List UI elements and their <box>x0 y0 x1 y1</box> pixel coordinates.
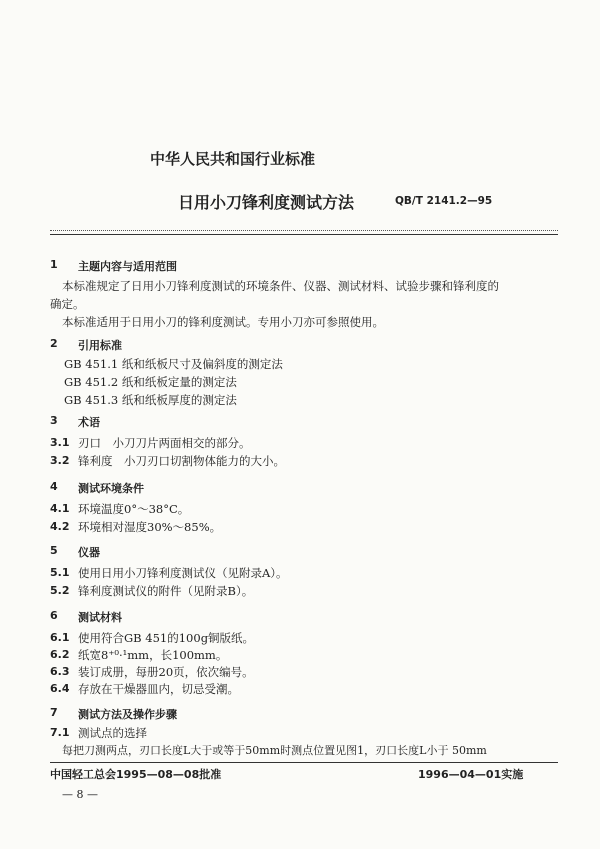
section-1-number: 1 <box>50 258 58 271</box>
clause-5-2-number: 5.2 <box>50 584 70 597</box>
clause-6-1-number: 6.1 <box>50 631 70 644</box>
clause-3-2-number: 3.2 <box>50 454 70 467</box>
clause-7-1-number: 7.1 <box>50 726 70 739</box>
section-3-number: 3 <box>50 414 58 427</box>
clause-6-2-text: 纸宽8⁺⁰·¹mm，长100mm。 <box>78 648 228 662</box>
reference-standard-1: GB 451.1 纸和纸板尺寸及偏斜度的测定法 <box>64 357 283 371</box>
section-1-para-1b: 确定。 <box>50 297 85 311</box>
section-4-number: 4 <box>50 480 58 493</box>
clause-7-1-text: 测试点的选择 <box>78 726 147 740</box>
section-1-title: 主题内容与适用范围 <box>78 260 177 273</box>
header-rule-2 <box>50 234 558 235</box>
clause-4-2-text: 环境相对湿度30%～85%。 <box>78 520 222 534</box>
clause-4-1-text: 环境温度0°～38°C。 <box>78 502 190 516</box>
clause-5-2-text: 锋利度测试仪的附件（见附录B）。 <box>78 584 254 598</box>
section-1-para-2: 本标准适用于日用小刀的锋利度测试。专用小刀亦可参照使用。 <box>62 315 384 329</box>
reference-standard-2: GB 451.2 纸和纸板定量的测定法 <box>64 375 237 389</box>
document-title: 日用小刀锋利度测试方法 <box>178 193 355 212</box>
section-5-title: 仪器 <box>78 546 100 559</box>
approval-date: 中国轻工总会1995—08—08批准 <box>50 768 222 781</box>
effective-date: 1996—04—01实施 <box>418 768 524 781</box>
section-7-number: 7 <box>50 706 58 719</box>
section-2-number: 2 <box>50 337 58 350</box>
clause-6-4-text: 存放在干燥器皿内，切忌受潮。 <box>78 682 239 696</box>
clause-4-1-number: 4.1 <box>50 502 70 515</box>
clause-5-1-number: 5.1 <box>50 566 70 579</box>
section-4-title: 测试环境条件 <box>78 482 144 495</box>
section-6-number: 6 <box>50 609 58 622</box>
section-2-title: 引用标准 <box>78 339 122 352</box>
header-rule <box>50 230 558 231</box>
clause-3-1-number: 3.1 <box>50 436 70 449</box>
issuing-org: 中华人民共和国行业标准 <box>150 150 316 168</box>
standard-code: QB/T 2141.2—95 <box>395 195 493 207</box>
clause-6-3-text: 装订成册，每册20页，依次编号。 <box>78 665 254 679</box>
section-7-paragraph: 每把刀测两点，刃口长度L大于或等于50mm时测点位置见图1，刃口长度L小于 50mm <box>62 744 487 757</box>
clause-3-1-text: 刃口 小刀刀片两面相交的部分。 <box>78 436 251 450</box>
section-5-number: 5 <box>50 544 58 557</box>
clause-6-3-number: 6.3 <box>50 665 70 678</box>
reference-standard-3: GB 451.3 纸和纸板厚度的测定法 <box>64 393 237 407</box>
clause-3-2-text: 锋利度 小刀刃口切割物体能力的大小。 <box>78 454 285 468</box>
clause-6-4-number: 6.4 <box>50 682 70 695</box>
footer-rule <box>50 762 558 763</box>
clause-5-1-text: 使用日用小刀锋利度测试仪（见附录A）。 <box>78 566 288 580</box>
clause-6-1-text: 使用符合GB 451的100g铜版纸。 <box>78 631 255 645</box>
section-6-title: 测试材料 <box>78 611 122 624</box>
clause-4-2-number: 4.2 <box>50 520 70 533</box>
section-3-title: 术语 <box>78 416 100 429</box>
clause-6-2-number: 6.2 <box>50 648 70 661</box>
section-1-para-1a: 本标准规定了日用小刀锋利度测试的环境条件、仪器、测试材料、试验步骤和锋利度的 <box>62 279 499 293</box>
section-7-title: 测试方法及操作步骤 <box>78 708 177 721</box>
page-number: — 8 — <box>62 788 98 801</box>
